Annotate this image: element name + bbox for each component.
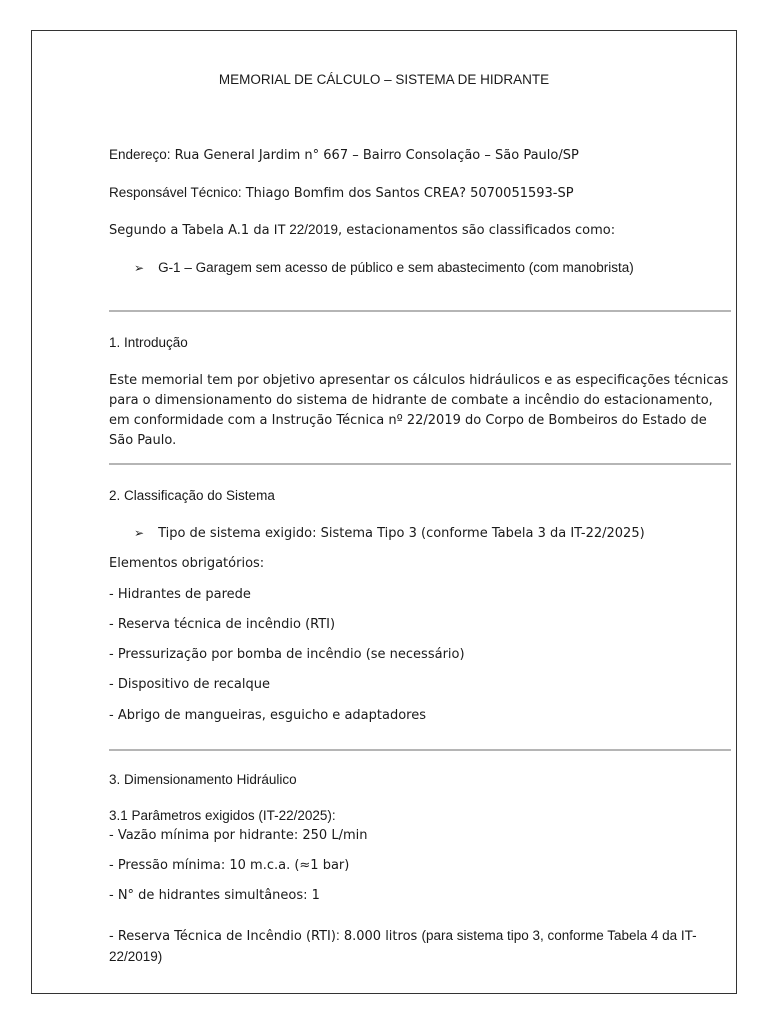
technician-label: Responsável Técnico:: [109, 185, 242, 200]
system-type-text: Tipo de sistema exigido: Sistema Tipo 3 (conforme Tabela 3 da IT-22/2025): [158, 526, 645, 541]
rti-note: (para sistema tipo 3, conforme Tabela 4 da IT-22/2019): [109, 928, 697, 964]
address-line: [109, 147, 579, 163]
arrow-bullet-icon: ➢: [134, 526, 145, 540]
address-label: Endereço:: [109, 147, 171, 162]
section-divider: [109, 749, 731, 751]
rti-value: 8.000 litros: [339, 929, 422, 944]
page-title: MEMORIAL DE CÁLCULO – SISTEMA DE HIDRANTE: [218, 72, 550, 87]
section-1-body: Este memorial tem por objetivo apresentar os cálculos hidráulicos e as especificações técnicas para o dimensionamento do sistema de hidrante de combate a incêndio do estacionamento, em conformidade com a Instrução Técnica nº 22/2019 do Corpo de Bombeiros do Estado de São Paulo.: [109, 373, 729, 448]
classification-bullet: [134, 260, 634, 276]
rti-line: [109, 926, 719, 968]
section-divider: [109, 310, 731, 312]
address-value: Rua General Jardim n° 667 – Bairro Consolação – São Paulo/SP: [170, 148, 579, 163]
section-2-heading: 2. Classificação do Sistema: [109, 488, 275, 503]
required-elements-label: Elementos obrigatórios:: [109, 556, 265, 571]
list-item: - Abrigo de mangueiras, esguicho e adaptadores: [109, 708, 426, 723]
arrow-bullet-icon: ➢: [134, 261, 145, 275]
classification-prefix: Segundo a Tabela A.1 da: [109, 223, 274, 238]
section-1-heading: 1. Introdução: [109, 335, 188, 350]
rti-label: - Reserva Técnica de Incêndio (RTI): [109, 929, 336, 944]
list-item: - Reserva técnica de incêndio (RTI): [109, 617, 336, 632]
classification-bullet-text: G-1 – Garagem sem acesso de público e sem abastecimento (com manobrista): [158, 260, 634, 275]
list-item: - Pressão mínima: 10 m.c.a. (≈1 bar): [109, 858, 350, 873]
section-divider: [109, 463, 731, 465]
list-item: - Dispositivo de recalque: [109, 677, 270, 692]
technician-line: [109, 185, 574, 201]
section-3-1-subheading: 3.1 Parâmetros exigidos (IT-22/2025):: [109, 808, 336, 823]
classification-suffix: , estacionamentos são classificados como:: [338, 223, 616, 238]
list-item: - N° de hidrantes simultâneos: 1: [109, 888, 320, 903]
list-item: - Vazão mínima por hidrante: 250 L/min: [109, 828, 368, 843]
system-type-bullet: [134, 526, 645, 541]
section-3-heading: 3. Dimensionamento Hidráulico: [109, 772, 297, 787]
classification-reference: IT 22/2019: [273, 222, 338, 237]
rti-colon: :: [335, 928, 340, 943]
classification-line: [109, 222, 615, 238]
technician-value: Thiago Bomfim dos Santos CREA? 5070051593-SP: [241, 186, 574, 201]
list-item: - Hidrantes de parede: [109, 587, 251, 602]
page-border: [31, 30, 737, 994]
list-item: - Pressurização por bomba de incêndio (se necessário): [109, 647, 465, 662]
